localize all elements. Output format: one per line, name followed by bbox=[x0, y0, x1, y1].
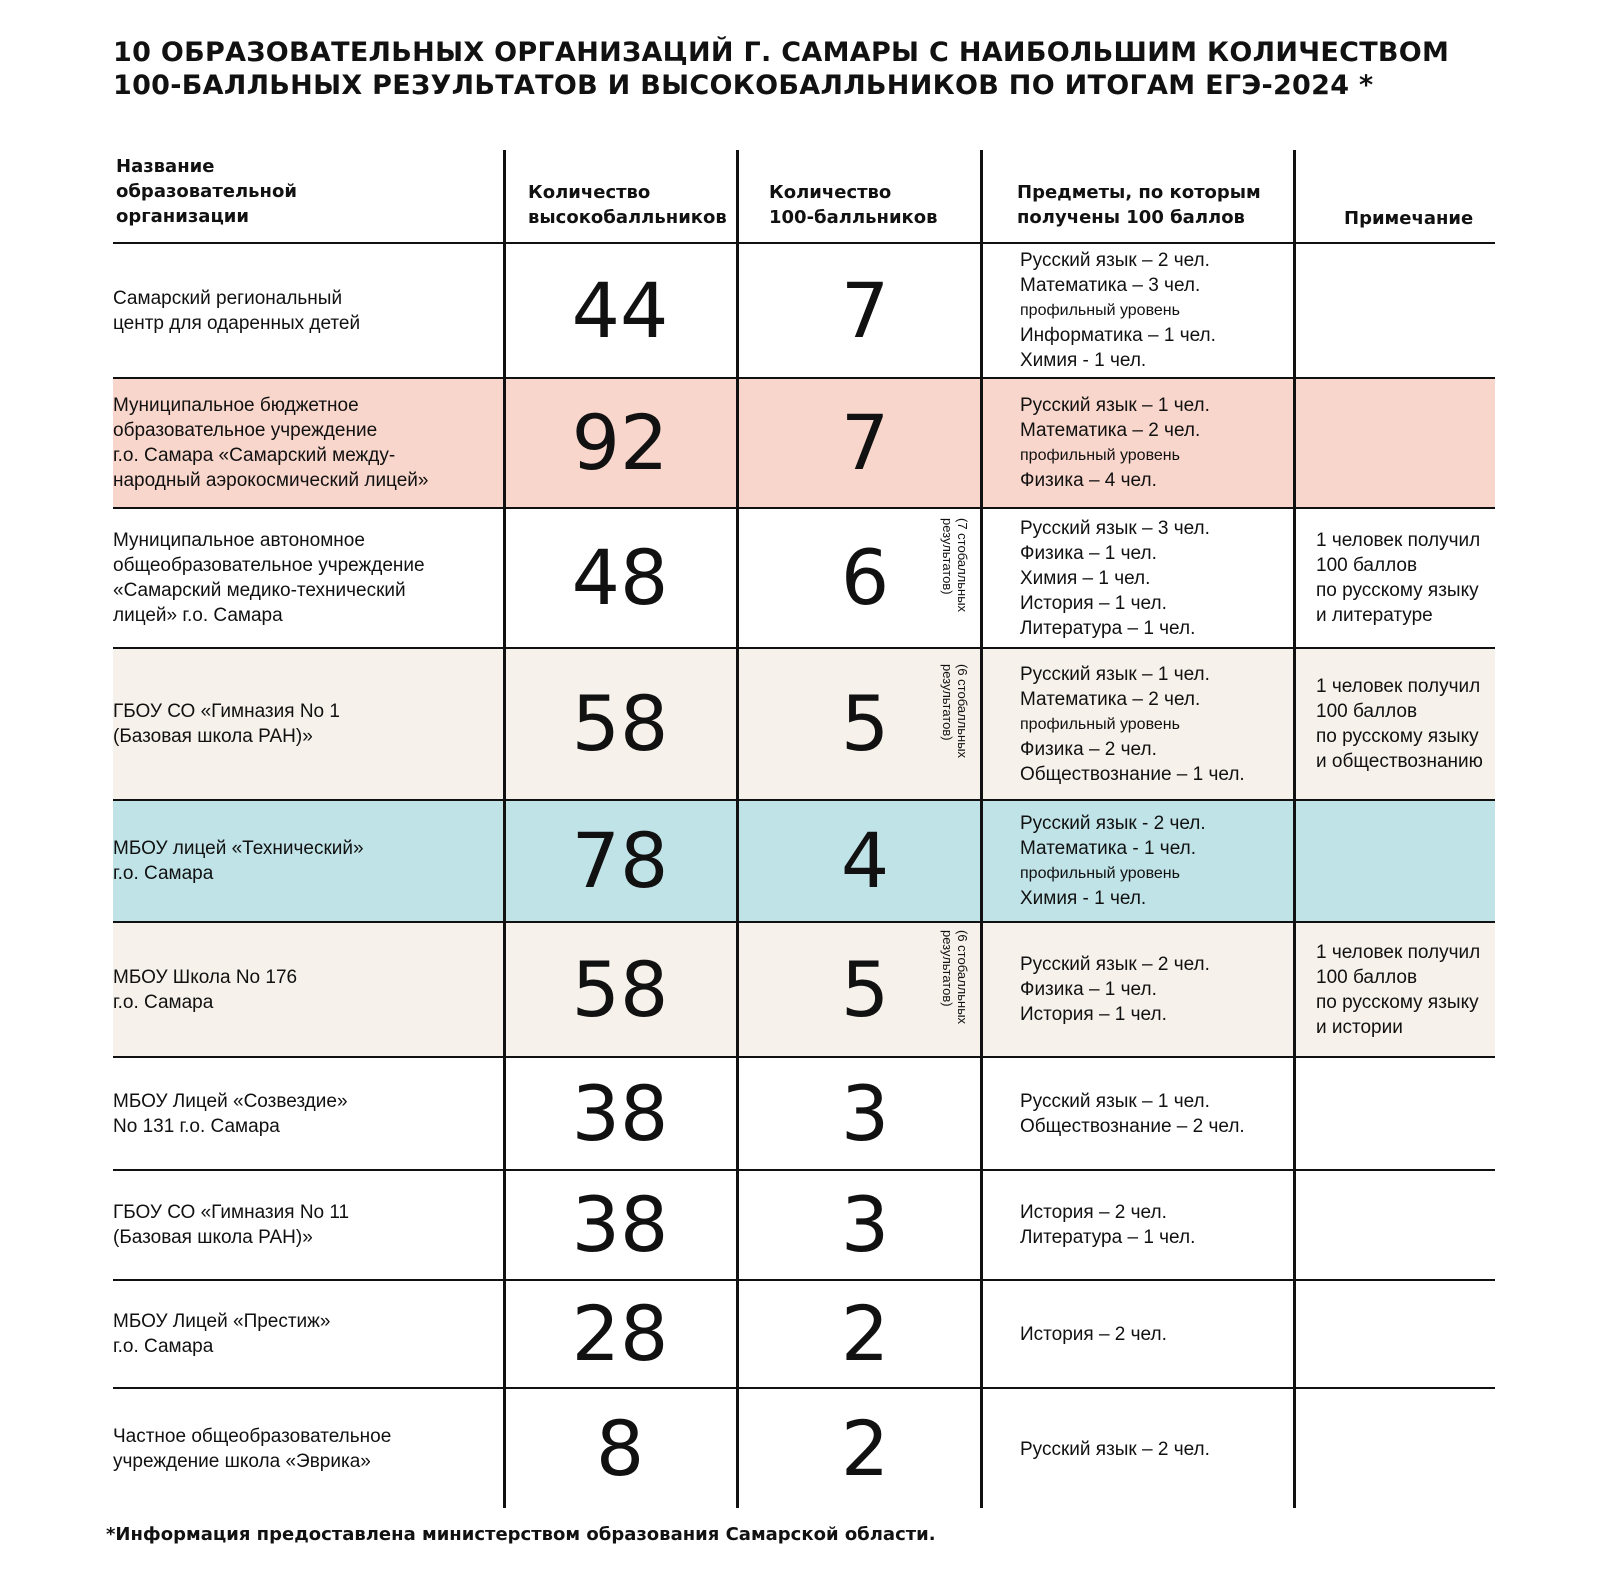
row-divider bbox=[113, 507, 1495, 509]
column-divider bbox=[736, 150, 739, 1508]
subject-line: История – 1 чел. bbox=[1020, 592, 1167, 614]
hundred-results-note: (7 стобалльных результатов) bbox=[940, 518, 970, 613]
hundred-results-note: (6 стобалльных результатов) bbox=[940, 664, 970, 759]
row-divider bbox=[113, 799, 1495, 801]
subject-line: История – 2 чел. bbox=[1020, 1323, 1167, 1345]
subject-line: Физика – 2 чел. bbox=[1020, 738, 1157, 760]
remark: 1 человек получил 100 баллов по русскому языку и истории bbox=[1316, 941, 1481, 1038]
hundred-results-note: (6 стобалльных результатов) bbox=[940, 929, 970, 1024]
subject-line: Литература – 1 чел. bbox=[1020, 617, 1196, 639]
org-name: МБОУ Школа No 176 г.о. Самара bbox=[113, 966, 298, 1013]
row-divider bbox=[113, 647, 1495, 649]
hundred-scorers-count: 3 bbox=[840, 1180, 890, 1269]
org-name: МБОУ лицей «Технический» г.о. Самара bbox=[113, 838, 364, 884]
subjects-list bbox=[1020, 248, 1290, 373]
subjects-list bbox=[1020, 1437, 1290, 1462]
subject-line: Математика – 2 чел. bbox=[1020, 688, 1201, 710]
row-divider bbox=[113, 1279, 1495, 1281]
subjects-list bbox=[1020, 1200, 1290, 1250]
subject-line: Русский язык – 1 чел. bbox=[1020, 395, 1210, 416]
hundred-scorers-count: 6 bbox=[840, 533, 890, 622]
row-divider bbox=[113, 377, 1495, 379]
subject-line: Русский язык - 2 чел. bbox=[1020, 813, 1206, 834]
subject-line: профильный уровень bbox=[1020, 865, 1180, 882]
hundred-scorers-count: 2 bbox=[840, 1404, 890, 1493]
high-scorers-count: 28 bbox=[571, 1289, 669, 1378]
subject-line: профильный уровень bbox=[1020, 447, 1180, 464]
row-divider bbox=[113, 242, 1495, 244]
subject-line: Русский язык – 1 чел. bbox=[1020, 1090, 1210, 1112]
row-divider bbox=[113, 1169, 1495, 1171]
subject-line: Русский язык – 2 чел. bbox=[1020, 250, 1210, 271]
subjects-list bbox=[1020, 662, 1290, 787]
org-name: МБОУ Лицей «Престиж» г.о. Самара bbox=[113, 1311, 331, 1357]
subject-line: Физика – 1 чел. bbox=[1020, 542, 1157, 564]
subject-line: Физика – 1 чел. bbox=[1020, 979, 1157, 1000]
header-hundred: Количество 100-балльников bbox=[769, 182, 938, 228]
high-scorers-count: 44 bbox=[571, 265, 669, 355]
hundred-scorers-count: 7 bbox=[840, 265, 890, 355]
header-note: Примечание bbox=[1344, 208, 1474, 229]
subject-line: Химия - 1 чел. bbox=[1020, 350, 1147, 371]
subject-line: Русский язык – 2 чел. bbox=[1020, 1438, 1210, 1460]
subjects-list bbox=[1020, 952, 1290, 1027]
org-name: ГБОУ СО «Гимназия No 11 (Базовая школа РАН)» bbox=[113, 1202, 350, 1248]
high-scorers-count: 78 bbox=[571, 816, 669, 905]
subject-line: Обществознание – 2 чел. bbox=[1020, 1115, 1245, 1137]
subject-line: Информатика – 1 чел. bbox=[1020, 325, 1216, 346]
org-name: Частное общеобразовательное учреждение школа «Эврика» bbox=[113, 1426, 392, 1472]
org-name: МБОУ Лицей «Созвездие» No 131 г.о. Самара bbox=[113, 1090, 348, 1137]
header-name: Название образовательной организации bbox=[116, 156, 297, 227]
org-name: ГБОУ СО «Гимназия No 1 (Базовая школа РАН)» bbox=[113, 701, 340, 747]
column-divider bbox=[980, 150, 983, 1508]
title-line-2: 100-БАЛЛЬНЫХ РЕЗУЛЬТАТОВ И ВЫСОКОБАЛЛЬНИКОВ ПО ИТОГАМ ЕГЭ-2024 * bbox=[113, 70, 1374, 101]
subject-line: Химия - 1 чел. bbox=[1020, 888, 1147, 909]
high-scorers-count: 58 bbox=[571, 679, 669, 768]
row-divider bbox=[113, 1056, 1495, 1058]
high-scorers-count: 38 bbox=[571, 1068, 669, 1158]
subject-line: Русский язык – 2 чел. bbox=[1020, 954, 1210, 975]
org-name: Самарский региональный центр для одаренных детей bbox=[113, 287, 361, 334]
org-name: Муниципальное автономное общеобразовательное учреждение «Самарский медико-технический лицей» г.о. Самара bbox=[113, 530, 425, 626]
subject-line: профильный уровень bbox=[1020, 302, 1180, 319]
subject-line: Обществознание – 1 чел. bbox=[1020, 763, 1245, 785]
title-line-1: 10 ОБРАЗОВАТЕЛЬНЫХ ОРГАНИЗАЦИЙ Г. САМАРЫ С НАИБОЛЬШИМ КОЛИЧЕСТВОМ bbox=[113, 37, 1450, 68]
footnote: *Информация предоставлена министерством образования Самарской области. bbox=[106, 1524, 936, 1545]
subject-line: Математика – 2 чел. bbox=[1020, 420, 1201, 441]
subject-line: Математика – 3 чел. bbox=[1020, 275, 1201, 296]
high-scorers-count: 48 bbox=[571, 533, 669, 622]
row-divider bbox=[113, 1387, 1495, 1389]
high-scorers-count: 92 bbox=[571, 398, 669, 487]
subject-line: Русский язык – 1 чел. bbox=[1020, 663, 1210, 685]
row-divider bbox=[113, 921, 1495, 923]
column-divider bbox=[1293, 150, 1296, 1508]
subject-line: Литература – 1 чел. bbox=[1020, 1227, 1196, 1248]
subjects-list bbox=[1020, 393, 1290, 493]
column-divider bbox=[503, 150, 506, 1508]
subjects-list bbox=[1020, 811, 1290, 911]
org-name: Муниципальное бюджетное образовательное учреждение г.о. Самара «Самарский между- народный аэрокосмический лицей» bbox=[113, 395, 429, 491]
high-scorers-count: 58 bbox=[571, 944, 669, 1034]
hundred-scorers-count: 5 bbox=[840, 679, 890, 768]
hundred-scorers-count: 2 bbox=[840, 1289, 890, 1378]
hundred-scorers-count: 5 bbox=[840, 944, 890, 1034]
subject-line: История – 2 чел. bbox=[1020, 1202, 1167, 1223]
high-scorers-count: 8 bbox=[595, 1404, 645, 1493]
remark: 1 человек получил 100 баллов по русскому языку и обществознанию bbox=[1316, 676, 1483, 772]
subject-line: Физика – 4 чел. bbox=[1020, 470, 1157, 491]
subject-line: История – 1 чел. bbox=[1020, 1004, 1167, 1025]
subjects-list bbox=[1020, 1322, 1290, 1347]
subjects-list bbox=[1020, 1089, 1290, 1139]
hundred-scorers-count: 7 bbox=[840, 398, 890, 487]
hundred-scorers-count: 3 bbox=[840, 1068, 890, 1158]
hundred-scorers-count: 4 bbox=[840, 816, 890, 905]
header-subjects: Предметы, по которым получены 100 баллов bbox=[1017, 182, 1261, 228]
subject-line: Химия – 1 чел. bbox=[1020, 567, 1151, 589]
high-scorers-count: 38 bbox=[571, 1180, 669, 1269]
subject-line: профильный уровень bbox=[1020, 715, 1180, 733]
subjects-list bbox=[1020, 516, 1290, 641]
header-high: Количество высокобалльников bbox=[528, 182, 727, 228]
subject-line: Русский язык – 3 чел. bbox=[1020, 517, 1210, 539]
subject-line: Математика - 1 чел. bbox=[1020, 838, 1197, 859]
remark: 1 человек получил 100 баллов по русскому языку и литературе bbox=[1316, 530, 1481, 626]
